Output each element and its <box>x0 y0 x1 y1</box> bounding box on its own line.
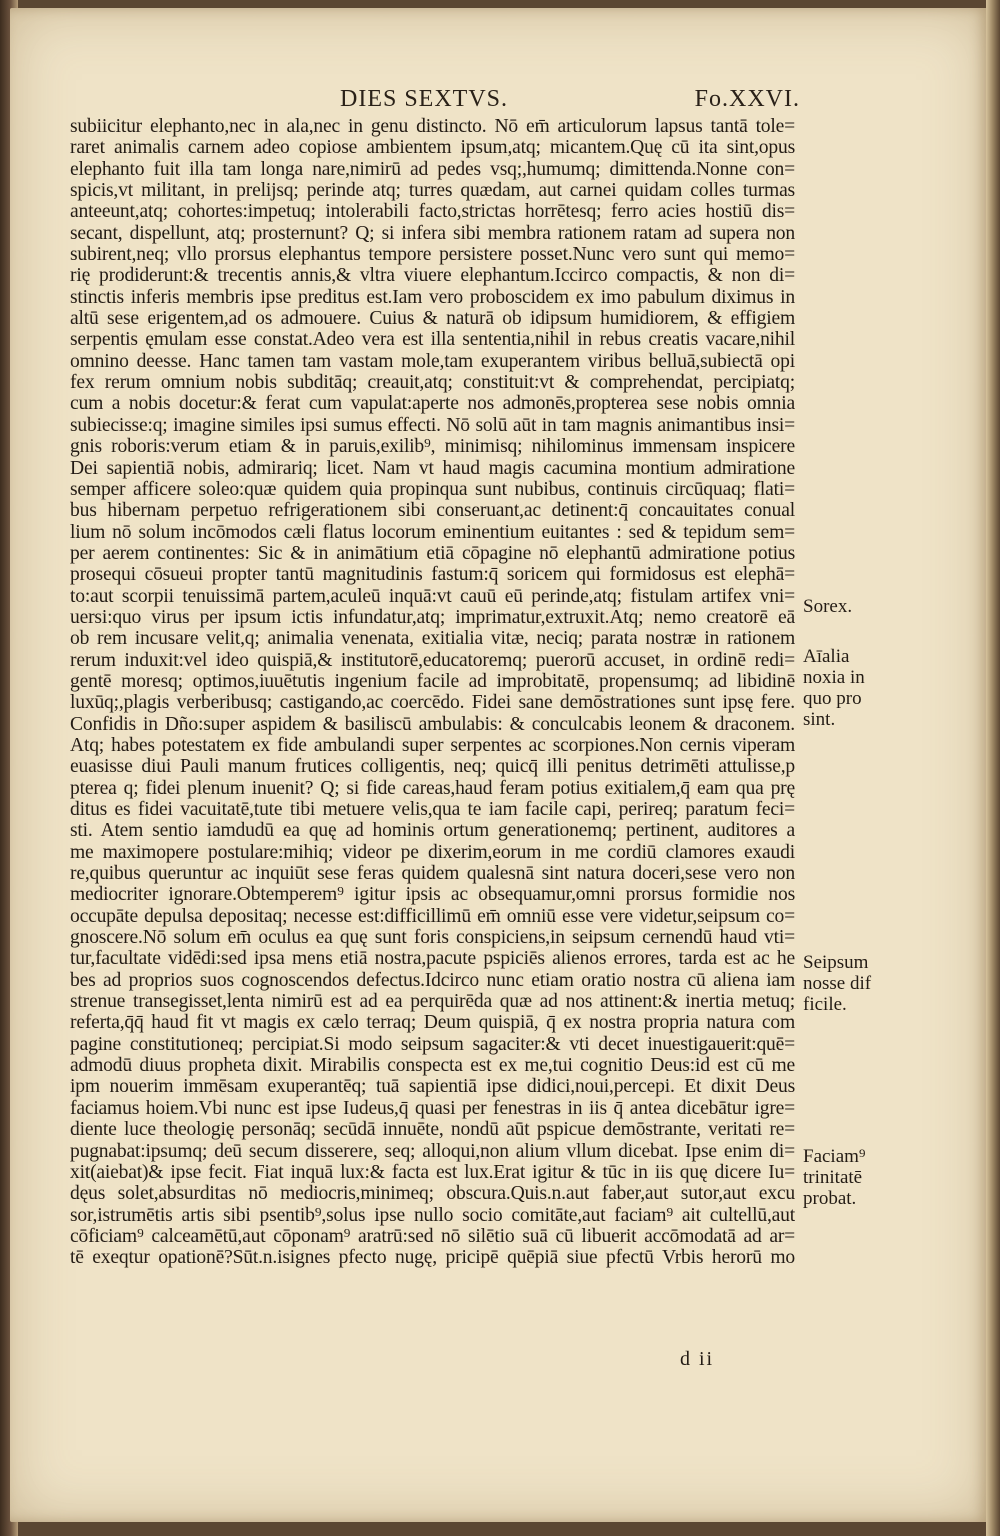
body-text-block <box>70 116 795 1269</box>
text-line: ditus es fidei vacuitatē,tute tibi metuere velis,qua te iam facile capi, perireq; paratum feci= <box>70 799 795 820</box>
text-line: occupāte depulsa depositaq; necesse est:difficillimū em̄ omniū esse vere videtur,seipsum co= <box>70 905 795 927</box>
text-line: diente luce theologię personāq; secūdā innuēte, nondū aūt pspicue demōstrante, veritati re= <box>70 1119 795 1141</box>
marginal-line: Seipsum <box>803 952 869 973</box>
text-line: Dei sapientiā nobis, admirariq; licet. Nam vt haud magis cacumina montium admiratione <box>70 457 795 479</box>
text-line: pagine constitutioneq; percipiat.Si modo seipsum sagaciter:& vti decet inuestigauerit:quē= <box>70 1033 795 1055</box>
text-line: strenue transegisset,lenta nimirū est ad ea perquirēda quæ ad nos attinent:& inertia metuq; <box>70 991 795 1013</box>
text-line: gentē moresq; optimos,iuuētutis ingenium facile ad improbitatē, propensumq; ad libidinē <box>70 670 795 692</box>
text-line: admodū diuus propheta dixit. Mirabilis conspecta est ex me,tui cognitio Deus:id est cū me <box>70 1055 795 1077</box>
text-line: xit(aiebat)& ipse fecit. Fiat inquā lux:& facta est lux.Erat igitur & tūc in iis quę dicere Iu= <box>70 1161 795 1183</box>
text-line: cum a nobis docetur:& ferat cum vapulat:aperte nos admonēs,propterea sese nobis omnia <box>70 393 795 415</box>
text-line: cōficiam⁹ calceamētū,aut cōponam⁹ aratrū:sed nō silētio suā cū libuerit accōmodatā ad ar= <box>70 1225 795 1247</box>
text-line: per aerem continentes: Sic & in animātium etiā cōpagine nō elephantū admiratione potius <box>70 542 795 564</box>
marginal-line: quo pro <box>803 688 862 709</box>
marginal-note-seipsum <box>803 952 883 1015</box>
text-line: prosequi cōsueui propter tantū magnitudinis fastum:q̄ soricem qui formidosus est elephā= <box>70 564 795 586</box>
marginal-line: ficile. <box>803 994 847 1015</box>
text-line: luxūq;,plagis verberibusq; castigando,ac coercēdo. Fidei sane demōstrationes sunt ipsę fere. <box>70 692 795 714</box>
text-line: mediocriter ignorare.Obtemperem⁹ igitur ipsis ac obsequamur,omni prorsus formidie nos <box>70 884 795 906</box>
signature-mark: d ii <box>680 1348 715 1370</box>
marginal-line: Sorex. <box>803 596 853 617</box>
text-line: tur,facultate vidēdi:sed ipsa mens etiā nostra,pacute pspiciēs alienos errores, tarda est ac he <box>70 948 795 970</box>
text-line: bus hibernam perpetuo refrigerationem sibi conseruant,ac detinent:q̄ concauitates conual <box>70 500 795 522</box>
page-fore-edge <box>986 0 1000 1536</box>
marginal-note-faciam <box>803 1146 883 1209</box>
text-line: bes ad proprios suos cognoscendos defectus.Idcirco nunc etiam oratio nostra cū aliena iam <box>70 969 795 991</box>
text-line: to:aut scorpii tenuissimā partem,aculeū inquā:vt cauū eū perinde,atq; fistulam artifex vni= <box>70 585 795 607</box>
text-line: ipm nouerim immēsam exuperantēq; tuā sapientiā ipse didici,noui,percepi. Et dixit Deus <box>70 1076 795 1098</box>
text-line: altū sese erigentem,ad os admouere. Cuius & naturā ob idipsum humidiorem, & effigiem <box>70 308 795 330</box>
text-line: pugnabat:ipsumq; deū secum disserere, seq; alloqui,non alium vllum dicebat. Ipse enim di= <box>70 1140 795 1162</box>
text-line: dęus solet,absurditas nō mediocris,minimeq; obscura.Quis.n.aut faber,aut sutor,aut excu <box>70 1183 795 1205</box>
text-line: sti. Atem sentio iamdudū ea quę ad hominis ortum generationemq; pertinent, auditores a <box>70 820 795 842</box>
text-line: spicis,vt militant, in prelijsq; perinde atq; turres quædam, aut carnei quidam colles turmas <box>70 180 795 202</box>
text-line: omnino deesse. Hanc tamen tam vastam mole,tam exuperantem viribus belluā,subiectā opi <box>70 350 795 372</box>
text-line: elephanto fuit illa tam longa nare,nimirū ad pedes vsq;,humumq; dimittenda.Nonne con= <box>70 158 795 180</box>
text-line: pterea q; fidei plenum inuenit? Q; si fide careas,haud feram potius exitialem,q̄ eam qua prę <box>70 777 795 799</box>
running-head-title: DIES SEXTVS. <box>340 86 509 112</box>
marginal-line: Faciam⁹ <box>803 1146 866 1167</box>
marginal-line: trinitatē <box>803 1167 863 1188</box>
marginal-line: sint. <box>803 709 836 730</box>
folio-number: Fo.XXVI. <box>694 86 800 112</box>
text-line: gnoscere.Nō solum em̄ oculus ea quę sunt foris conspiciens,in seipsum cernendū haud vti= <box>70 927 795 949</box>
text-line: stinctis inferis membris ipse preditus est.Iam vero proboscidem ex imo pabulum diximus in <box>70 286 795 308</box>
text-line: rerum induxit:vel ideo quispiā,& institutorē,educatoremq; puerorū accuset, in ordinē redi= <box>70 649 795 671</box>
text-line: serpentis ęmulam esse constat.Adeo vera est illa sententia,nihil in rebus creatis vacare,nihil <box>70 329 795 351</box>
text-line: tē exeqtur opationē?Sūt.n.isignes pfecto nugę, pricipē quēpiā siue pfectū Vrbis herorū mo <box>70 1247 795 1269</box>
text-line: subiecisse:q; imagine similes ipsi sumus effecti. Nō solū aūt in tam magnis animantibus insi= <box>70 414 795 436</box>
marginal-note-animalia <box>803 646 883 730</box>
marginal-line: Aīalia <box>803 646 850 667</box>
text-line: secant, dispellunt, atq; prosternunt? Q; si infera sibi membra rationem ratam ad supera non <box>70 222 795 244</box>
text-line: subirent,neq; vllo prorsus elephantus tempore persistere posset.Nunc vero sunt qui memo= <box>70 244 795 266</box>
marginal-note-sorex <box>803 596 883 617</box>
text-line: ob rem incusare velit,q; animalia venenata, exitialia vitæ, neciq; parata nostræ in rationem <box>70 628 795 650</box>
text-line: rię prodiderunt:& trecentis annis,& vltra viuere elephantum.Iccirco compactis, & non di= <box>70 265 795 287</box>
text-line: re,quibus queruntur ac inquiūt sese feras quidem qualesnā sint natura doceri,sese vero non <box>70 863 795 885</box>
text-line: lium nō solum incōmodos cæli flatus locorum eminentium euitantes : sed & tepidum sem= <box>70 521 795 543</box>
text-line: sor,istrumētis artis sibi psentib⁹,solus ipse nullo socio comitāte,aut faciam⁹ ait cultellū,aut <box>70 1204 795 1226</box>
text-line: gnis roboris:verum etiam & in paruis,exilib⁹, minimisq; nihilominus immensam inspicere <box>70 436 795 458</box>
text-line: euasisse diui Pauli manum frutices colligentis, neq; quicq̄ illi penitus detrimēti attulisse,p <box>70 756 795 778</box>
text-line: Atq; habes potestatem ex fide ambulandi super serpentes ac scorpiones.Non cernis viperam <box>70 734 795 756</box>
running-head <box>70 86 800 116</box>
text-line: me maximopere postulare:mihiq; videor pe dixerim,eorum in me cordiū clamores exaudi <box>70 841 795 863</box>
text-line: semper afficere soleo:quæ quidem quia propinqua sunt nubibus, continuis circūquaq; flati= <box>70 478 795 500</box>
marginal-line: nosse dif <box>803 973 872 994</box>
text-line: subiicitur elephanto,nec in ala,nec in genu distincto. Nō em̄ articulorum lapsus tantā tole= <box>70 116 795 137</box>
text-line: referta,q̄q̄ haud fit vt magis ex cælo terraq; Deum quispiā, q̄ ex nostra propria natura com <box>70 1012 795 1034</box>
text-line: uersi:quo virus per ipsum ictis infundatur,atq; imprimatur,extruxit.Atq; nemo creatorē eā <box>70 606 795 628</box>
marginal-line: noxia in <box>803 667 865 688</box>
text-line: raret animalis carnem adeo copiose ambientem ipsum,atq; micantem.Quę cū ita sint,opus <box>70 137 795 159</box>
marginal-line: probat. <box>803 1188 857 1209</box>
text-line: faciamus hoiem.Vbi nunc est ipse Iudeus,q̄ quasi per fenestras in iis q̄ antea dicebātur igre= <box>70 1097 795 1119</box>
text-line: anteeunt,atq; cohortes:impetuq; intolerabili facto,strictas horrētesq; ferro acies hostiū dis= <box>70 201 795 223</box>
text-line: Confidis in Dño:super aspidem & basiliscū ambulabis: & conculcabis leonem & draconem. <box>70 713 795 735</box>
text-line: fex rerum omnium nobis subditāq; creauit,atq; constituit:vt & comprehendat, percipiatq; <box>70 372 795 394</box>
